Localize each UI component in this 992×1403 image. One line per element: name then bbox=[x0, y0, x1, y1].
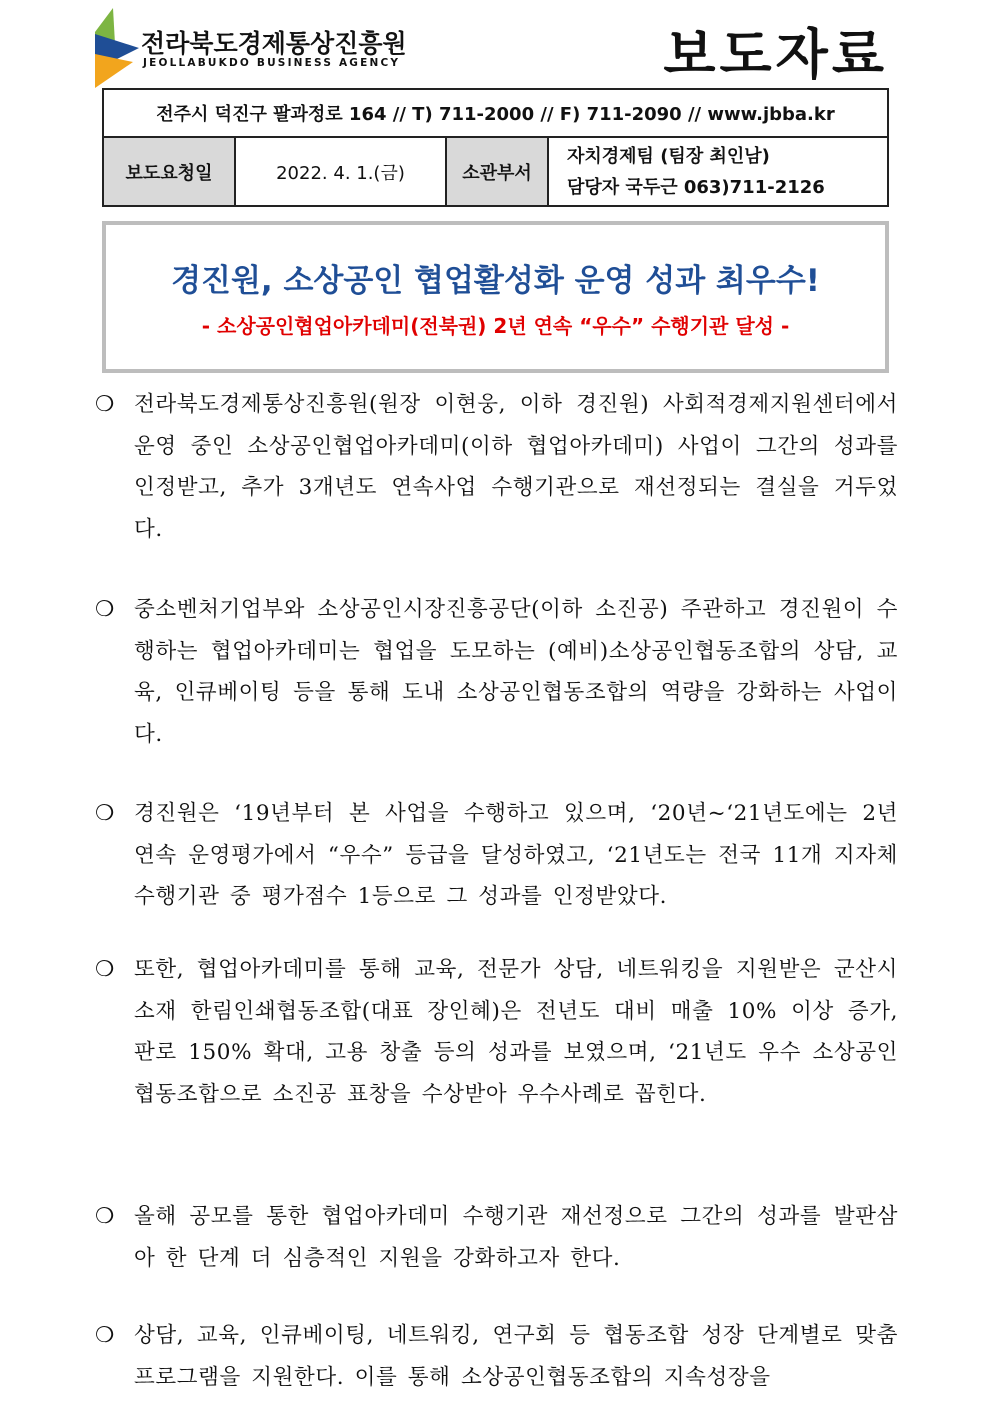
subheadline: - 소상공인협업아카데미(전북권) 2년 연속 “우수” 수행기관 달성 - bbox=[201, 314, 790, 338]
department-contact: 담당자 국두근 063)711-2126 bbox=[567, 176, 825, 198]
org-logo-mark-icon bbox=[93, 4, 141, 90]
department-value bbox=[548, 137, 888, 206]
headline-box bbox=[102, 221, 889, 373]
paragraph-text: 또한, 협업아카데미를 통해 교육, 전문가 상담, 네트워킹을 지원받은 군산시 소재 한림인쇄협동조합(대표 장인혜)은 전년도 대비 매출 10% 이상 증가, 판로 150% 확대, 고용 창출 등의 성과를 보였으며, ‘21년도 우수 소상공인협동조합으로 소진공 표창을 수상받아 우수사례로 꼽힌다. bbox=[134, 957, 898, 1107]
org-name-english: JEOLLABUKDO BUSINESS AGENCY bbox=[143, 57, 401, 69]
document-type-title: 보도자료 bbox=[663, 23, 888, 86]
bullet-circle-icon: ❍ bbox=[95, 957, 115, 982]
contact-info-table bbox=[102, 88, 889, 207]
bullet-circle-icon: ❍ bbox=[95, 1204, 115, 1229]
paragraph-text: 상담, 교육, 인큐베이팅, 네트워킹, 연구회 등 협동조합 성장 단계별로 맞춤 프로그램을 지원한다. 이를 통해 소상공인협동조합의 지속성장을 bbox=[134, 1323, 898, 1390]
bullet-circle-icon: ❍ bbox=[95, 597, 115, 622]
paragraph-text: 전라북도경제통상진흥원(원장 이현웅, 이하 경진원) 사회적경제지원센터에서 운영 중인 소상공인협업아카데미(이하 협업아카데미) 사업이 그간의 성과를 인정받고, 추가 3개년도 연속사업 수행기관으로 재선정되는 결실을 거두었다. bbox=[134, 392, 898, 542]
paragraph-text: 중소벤처기업부와 소상공인시장진흥공단(이하 소진공) 주관하고 경진원이 수행하는 협업아카데미는 협업을 도모하는 (예비)소상공인협동조합의 상담, 교육, 인큐베이팅 등을 통해 도내 소상공인협동조합의 역량을 강화하는 사업이다. bbox=[134, 597, 898, 747]
body-paragraph bbox=[95, 793, 898, 918]
paragraph-text: 올해 공모를 통한 협업아카데미 수행기관 재선정으로 그간의 성과를 발판삼아 한 단계 더 심층적인 지원을 강화하고자 한다. bbox=[134, 1204, 898, 1271]
body-paragraph bbox=[95, 1196, 898, 1279]
org-logo bbox=[93, 4, 407, 90]
contact-line: 전주시 덕진구 팔과정로 164 // T) 711-2000 // F) 711-2090 // www.jbba.kr bbox=[103, 89, 888, 137]
department-label: 소관부서 bbox=[446, 137, 548, 206]
org-name-korean: 전라북도경제통상진흥원 bbox=[141, 29, 407, 58]
headline: 경진원, 소상공인 협업활성화 운영 성과 최우수! bbox=[171, 263, 820, 299]
bullet-circle-icon: ❍ bbox=[95, 801, 115, 826]
body-paragraph bbox=[95, 949, 898, 1115]
bullet-circle-icon: ❍ bbox=[95, 1323, 115, 1348]
body-paragraph bbox=[95, 1315, 898, 1398]
body-paragraph bbox=[95, 589, 898, 755]
request-date-value: 2022. 4. 1.(금) bbox=[235, 137, 446, 206]
paragraph-text: 경진원은 ‘19년부터 본 사업을 수행하고 있으며, ‘20년~‘21년도에는 2년 연속 운영평가에서 “우수” 등급을 달성하였고, ‘21년도는 전국 11개 지자체 수행기관 중 평가점수 1등으로 그 성과를 인정받았다. bbox=[134, 801, 898, 910]
body-paragraph bbox=[95, 384, 898, 550]
request-date-label: 보도요청일 bbox=[103, 137, 235, 206]
bullet-circle-icon: ❍ bbox=[95, 392, 115, 417]
department-team: 자치경제팀 (팀장 최인남) bbox=[567, 145, 770, 167]
